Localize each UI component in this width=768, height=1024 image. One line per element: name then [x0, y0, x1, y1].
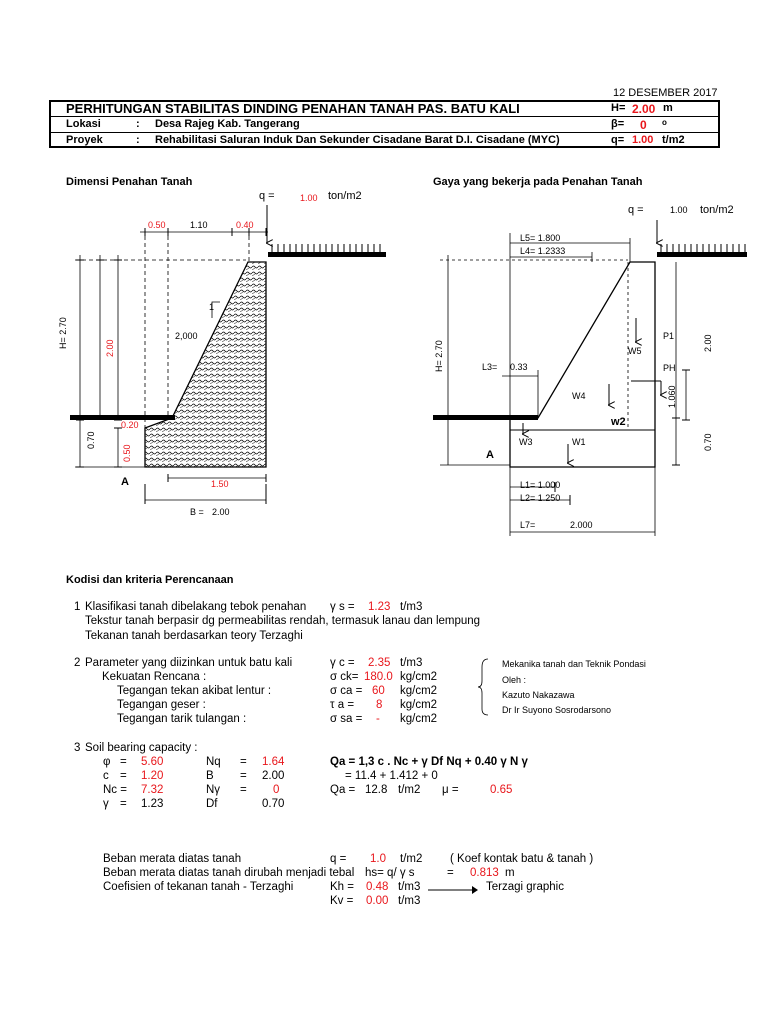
item2-row3-value: 8 — [376, 699, 383, 711]
item2-row1-unit: kg/cm2 — [400, 671, 438, 683]
phi-eq: = — [120, 756, 127, 768]
item2-row2-label: Tegangan tekan akibat lentur : — [117, 685, 272, 697]
header-q-value: 1.00 — [632, 134, 654, 146]
load-hatch-r — [661, 244, 745, 252]
w3-label: W3 — [519, 437, 533, 447]
item2-row4-sym: σ sa = — [330, 713, 363, 725]
header-h-label: H= — [611, 102, 626, 114]
w2-label: w2 — [611, 416, 626, 428]
header-beta-label: β= — [611, 118, 625, 130]
lokasi-label: Lokasi — [66, 118, 101, 130]
ngamma-label: Nγ — [206, 784, 221, 796]
nc-value: 7.32 — [141, 784, 164, 796]
c-label: c — [103, 770, 109, 782]
left-q-unit: ton/m2 — [328, 190, 362, 202]
qa-formula: Qa = 1,3 c . Nc + γ Df Nq + 0.40 γ N γ — [330, 756, 528, 768]
ph-label: PH — [663, 363, 676, 373]
report-date: 12 DESEMBER 2017 — [613, 87, 718, 99]
left-diagram-title: Dimensi Penahan Tanah — [66, 176, 193, 188]
wall-body — [145, 262, 266, 467]
ground-right — [268, 252, 386, 257]
left-dim-200: 2.00 — [105, 339, 115, 357]
item1-line3: Tekanan tanah berdasarkan teory Terzaghi — [85, 630, 303, 642]
l7-label: L7= — [520, 520, 536, 530]
item2-row3-sym: τ a = — [330, 699, 355, 711]
left-dim-020: 0.20 — [121, 420, 139, 430]
qa-unit: t/m2 — [398, 784, 421, 796]
w1-label: W1 — [572, 437, 586, 447]
load1-value: 1.0 — [370, 853, 386, 865]
left-dim-150: 1.50 — [211, 479, 229, 489]
dim-l1: L1= 1.000 — [520, 480, 561, 490]
gamma-label: γ — [103, 798, 109, 810]
nq-value: 1.64 — [262, 756, 285, 768]
item2-row4-label: Tegangan tarik tulangan : — [117, 713, 247, 725]
load-hatch — [272, 244, 380, 252]
c-eq: = — [120, 770, 127, 782]
lokasi-value: Desa Rajeg Kab. Tangerang — [155, 118, 300, 130]
item2-row1-value: 180.0 — [364, 671, 393, 683]
w5-label: W5 — [628, 346, 642, 356]
item1-unit: t/m3 — [400, 601, 423, 613]
load2-unit: m — [505, 867, 515, 879]
item1-value: 1.23 — [368, 601, 391, 613]
item3-num: 3 — [74, 742, 81, 754]
b-eq: = — [240, 770, 247, 782]
header-q-label: q= — [611, 134, 625, 146]
w4-label: W4 — [572, 391, 586, 401]
right-q-label: q = — [628, 204, 644, 216]
right-diagram — [433, 220, 747, 536]
terzagi-note: Terzagi graphic — [486, 881, 564, 893]
slope-1: 1 — [209, 302, 215, 312]
item1-num: 1 — [74, 601, 81, 613]
item2-row4-value: - — [376, 713, 380, 725]
dim-l5: L5= 1.800 — [520, 233, 561, 243]
kv-value: 0.00 — [366, 895, 389, 907]
header-q-unit: t/m2 — [662, 134, 685, 146]
item2-row4-unit: kg/cm2 — [400, 713, 438, 725]
kv-unit: t/m3 — [398, 895, 421, 907]
left-b-value: 2.00 — [212, 507, 230, 517]
item2-text: Parameter yang diizinkan untuk batu kali — [85, 657, 293, 669]
left-point-a: A — [121, 476, 129, 488]
load1-sym: q = — [330, 853, 347, 865]
mu-value: 0.65 — [490, 784, 513, 796]
header-h-value: 2.00 — [632, 102, 656, 116]
phi-value: 5.60 — [141, 756, 164, 768]
left-diagram — [70, 205, 386, 504]
proyek-colon: : — [136, 134, 140, 146]
ref-author2: Dr Ir Suyono Sosrodarsono — [502, 705, 612, 715]
criteria-heading: Kodisi dan kriteria Perencanaan — [66, 574, 234, 586]
load1-note: ( Koef kontak batu & tanah ) — [450, 853, 594, 865]
phi-label: φ — [103, 756, 111, 768]
left-q-value: 1.00 — [300, 193, 318, 203]
header-beta-unit: o — [662, 118, 667, 127]
b-value: 2.00 — [262, 770, 285, 782]
load1-label: Beban merata diatas tanah — [103, 853, 242, 865]
load2-value: 0.813 — [470, 867, 499, 879]
item1-sym: γ s = — [330, 601, 355, 613]
qa-value: 12.8 — [365, 784, 388, 796]
right-h-label: H= 2.70 — [434, 340, 444, 372]
item3-text: Soil bearing capacity : — [85, 742, 198, 754]
dim-040: 0.40 — [236, 220, 254, 230]
ngamma-eq: = — [240, 784, 247, 796]
ref-author1: Kazuto Nakazawa — [502, 690, 575, 700]
proyek-value: Rehabilitasi Saluran Induk Dan Sekunder Cisadane Barat D.I. Cisadane (MYC) — [155, 134, 560, 146]
qa-label: Qa = — [330, 784, 356, 796]
gamma-eq: = — [120, 798, 127, 810]
kh-label: Kh = — [330, 881, 354, 893]
slope-2000: 2,000 — [175, 331, 198, 341]
l3-label: L3= — [482, 362, 498, 372]
kh-unit: t/m3 — [398, 881, 421, 893]
load2-eq: = — [447, 867, 454, 879]
arrow-right-icon — [428, 884, 478, 896]
load2-label: Beban merata diatas tanah dirubah menjadi tebal — [103, 867, 355, 879]
df-value: 0.70 — [262, 798, 285, 810]
left-h-label: H= 2.70 — [58, 317, 68, 349]
ground-right-r — [657, 252, 747, 257]
c-value: 1.20 — [141, 770, 164, 782]
dim-l4: L4= 1.2333 — [520, 246, 566, 256]
left-dim-070: 0.70 — [86, 431, 96, 449]
ref-oleh: Oleh : — [502, 675, 527, 685]
proyek-label: Proyek — [66, 134, 103, 146]
right-dim-070: 0.70 — [703, 433, 713, 451]
b-label: B — [206, 770, 214, 782]
dim-050-top: 0.50 — [148, 220, 166, 230]
header-beta-value: 0 — [640, 118, 647, 132]
load2-sym: hs= q/ γ s — [365, 867, 415, 879]
nc-label: Nc = — [103, 784, 127, 796]
right-q-unit: ton/m2 — [700, 204, 734, 216]
header-h-unit: m — [663, 102, 673, 114]
item2-row1-sym: σ ck= — [330, 671, 359, 683]
dim-1060: 1.060 — [667, 385, 677, 408]
right-diagram-title: Gaya yang bekerja pada Penahan Tanah — [433, 176, 643, 188]
reference-brace — [478, 657, 498, 717]
ngamma-value: 0 — [273, 784, 280, 796]
load3-label: Coefisien of tekanan tanah - Terzaghi — [103, 881, 294, 893]
item2-row1-label: Kekuatan Rencana : — [102, 671, 207, 683]
left-q-label: q = — [259, 190, 275, 202]
qa-row2: = 11.4 + 1.412 + 0 — [345, 770, 438, 782]
dim-110: 1.10 — [190, 220, 208, 230]
left-b-label: B = — [190, 507, 204, 517]
nq-eq: = — [240, 756, 247, 768]
item2-row3-unit: kg/cm2 — [400, 699, 438, 711]
item2-row0-value: 2.35 — [368, 657, 391, 669]
right-point-a: A — [486, 449, 494, 461]
item2-row2-unit: kg/cm2 — [400, 685, 438, 697]
ref-title: Mekanika tanah dan Teknik Pondasi — [502, 659, 646, 669]
item2-row0-unit: t/m3 — [400, 657, 423, 669]
df-label: Df — [206, 798, 218, 810]
lokasi-colon: : — [136, 118, 140, 130]
nq-label: Nq — [206, 756, 221, 768]
item2-row0-sym: γ c = — [330, 657, 355, 669]
kh-value: 0.48 — [366, 881, 389, 893]
right-q-value: 1.00 — [670, 205, 688, 215]
page-title: PERHITUNGAN STABILITAS DINDING PENAHAN TANAH PAS. BATU KALI — [66, 101, 520, 116]
item2-row3-label: Tegangan geser : — [117, 699, 206, 711]
gamma-value: 1.23 — [141, 798, 164, 810]
mu-label: μ = — [442, 784, 459, 796]
item2-row2-sym: σ ca = — [330, 685, 363, 697]
ground-left-r — [433, 415, 538, 420]
item1-text: Klasifikasi tanah dibelakang tebok penahan — [85, 601, 307, 613]
p1-label: P1 — [663, 331, 675, 341]
load1-unit: t/m2 — [400, 853, 423, 865]
item2-num: 2 — [74, 657, 81, 669]
item2-row2-value: 60 — [372, 685, 385, 697]
right-dim-200: 2.00 — [703, 334, 713, 352]
l7-value: 2.000 — [570, 520, 593, 530]
kv-label: Kv = — [330, 895, 354, 907]
dim-l2: L2= 1.250 — [520, 493, 561, 503]
left-dim-050: 0.50 — [122, 444, 132, 462]
l3-value: 0.33 — [510, 362, 528, 372]
item1-line2: Tekstur tanah berpasir dg permeabilitas rendah, termasuk lanau dan lempung — [85, 615, 481, 627]
